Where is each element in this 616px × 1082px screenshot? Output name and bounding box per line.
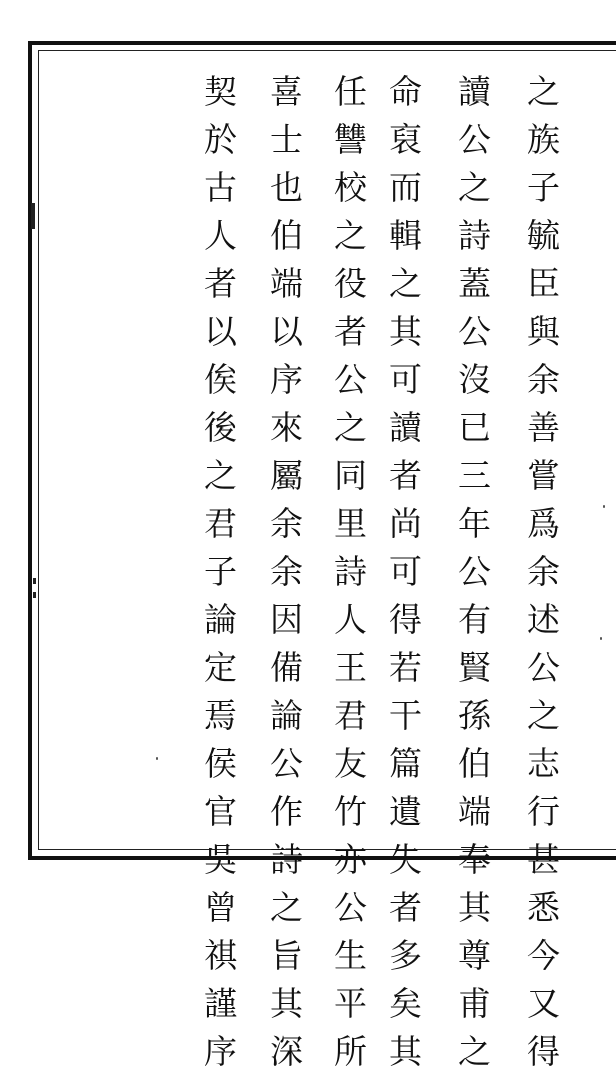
frame-top-border xyxy=(30,41,616,45)
text-column-5: 喜士也伯端以序來屬余余因備論公作詩之旨其深 xyxy=(265,74,304,1082)
text-column-2: 讀公之詩蓋公沒已三年公有賢孫伯端奉其尊甫之 xyxy=(453,74,492,1082)
margin-mark xyxy=(31,203,35,229)
margin-mark xyxy=(33,578,36,584)
scan-speck xyxy=(600,637,602,640)
scan-speck xyxy=(156,757,158,760)
text-column-4: 任讐校之役者公之同里詩人王君友竹亦公生平所 xyxy=(329,74,368,1082)
margin-mark xyxy=(33,592,36,598)
scan-speck xyxy=(603,505,605,508)
frame-left-border xyxy=(28,41,32,860)
text-column-6: 契於古人者以俟後之君子論定焉侯官吳曾祺謹序 xyxy=(199,74,238,1082)
text-column-3: 命裒而輯之其可讀者尚可得若干篇遺失者多矣其 xyxy=(384,74,423,1082)
text-column-1: 之族子毓臣與余善嘗爲余述公之志行甚悉今又得 xyxy=(522,74,561,1082)
